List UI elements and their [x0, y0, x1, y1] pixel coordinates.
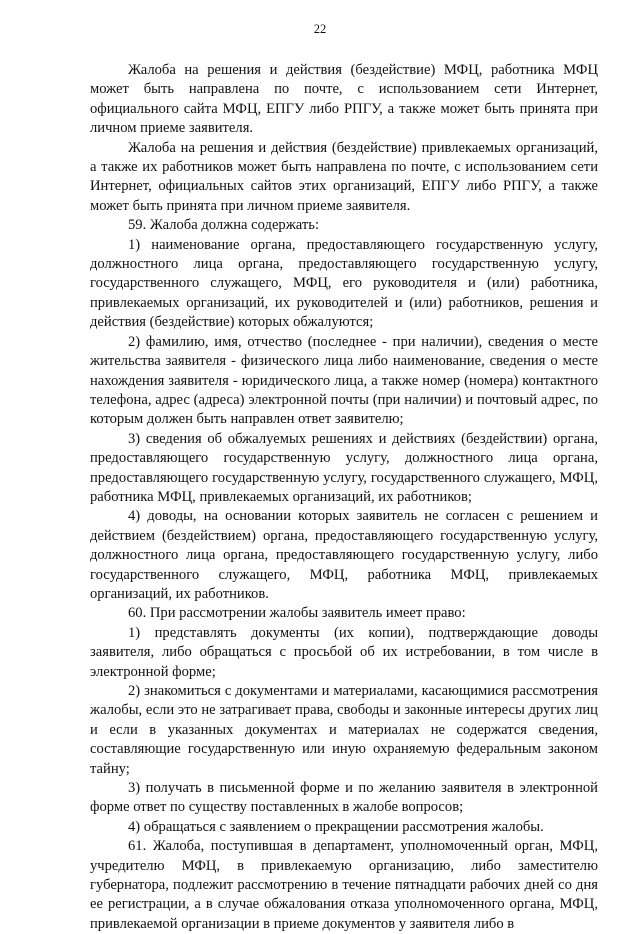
document-body: [90, 61, 598, 934]
paragraph-mfc-complaint: Жалоба на решения и действия (бездействие) МФЦ, работника МФЦ может быть направлена по почте, с использованием сети Интернет, официального сайта МФЦ, ЕПГУ либо РПГУ, а также может быть принята при личном приеме заявителя.: [90, 62, 598, 137]
paragraph-61: 61. Жалоба, поступившая в департамент, уполномоченный орган, МФЦ, учредителю МФЦ, в привлекаемую организацию, либо заместителю губернатора, подлежит рассмотрению в течение пятнадцати рабочих дней со дня ее регистрации, а в случае обжалования отказа уполномоченного органа, МФЦ, привлекаемой организации в приеме документов у заявителя либо в: [90, 838, 598, 932]
paragraph-59-item-3: 3) сведения об обжалуемых решениях и действиях (бездействии) органа, предоставляющего государственную услугу, должностного лица органа, предоставляющего государственную услугу, государственного служащего, МФЦ, работника МФЦ, привлекаемых организаций, их работников;: [90, 430, 598, 505]
paragraph-organizations-complaint: Жалоба на решения и действия (бездействие) привлекаемых организаций, а также их работников может быть направлена по почте, с использованием сети Интернет, официальных сайтов этих организаций, ЕПГУ либо РПГУ, а также может быть принята при личном приеме заявителя.: [90, 139, 598, 214]
paragraph-59-heading: 59. Жалоба должна содержать:: [128, 217, 319, 234]
paragraph-60-heading: 60. При рассмотрении жалобы заявитель имеет право:: [128, 605, 466, 622]
paragraph-59-item-2: 2) фамилию, имя, отчество (последнее - при наличии), сведения о месте жительства заявителя - физического лица либо наименование, сведения о месте нахождения заявителя - юридического лица, а также номер (номера) контактного телефона, адрес (адреса) электронной почты (при наличии) и почтовый адрес, по которым должен быть направлен ответ заявителю;: [90, 333, 598, 428]
paragraph-59-item-1: 1) наименование органа, предоставляющего государственную услугу, должностного лица органа, предоставляющего государственную услугу, государственного служащего, МФЦ, его руководителя и (или) работника, привлекаемых организаций, их руководителей и (или) работников, решения и действия (бездействие) которых обжалуются;: [90, 236, 598, 331]
paragraph-60-item-1: 1) представлять документы (их копии), подтверждающие доводы заявителя, либо обращаться с просьбой об их истребовании, в том числе в электронной форме;: [90, 624, 598, 680]
paragraph-60-item-4: 4) обращаться с заявлением о прекращении рассмотрения жалобы.: [128, 818, 544, 835]
paragraph-59-item-4: 4) доводы, на основании которых заявитель не согласен с решением и действием (бездействием) органа, предоставляющего государственную услугу, должностного лица органа, предоставляющего государственную услугу, либо государственного служащего, МФЦ, работника МФЦ, привлекаемых организаций, их работников.: [90, 508, 598, 602]
paragraph-60-item-2: 2) знакомиться с документами и материалами, касающимися рассмотрения жалобы, если это не затрагивает права, свободы и законные интересы других лиц и если в указанных документах и материалах не содержатся сведения, составляющие государственную или иную охраняемую федеральным законом тайну;: [90, 683, 598, 777]
paragraph-60-item-3: 3) получать в письменной форме и по желанию заявителя в электронной форме ответ по существу поставленных в жалобе вопросов;: [90, 780, 598, 816]
page-number: 22: [313, 22, 327, 36]
